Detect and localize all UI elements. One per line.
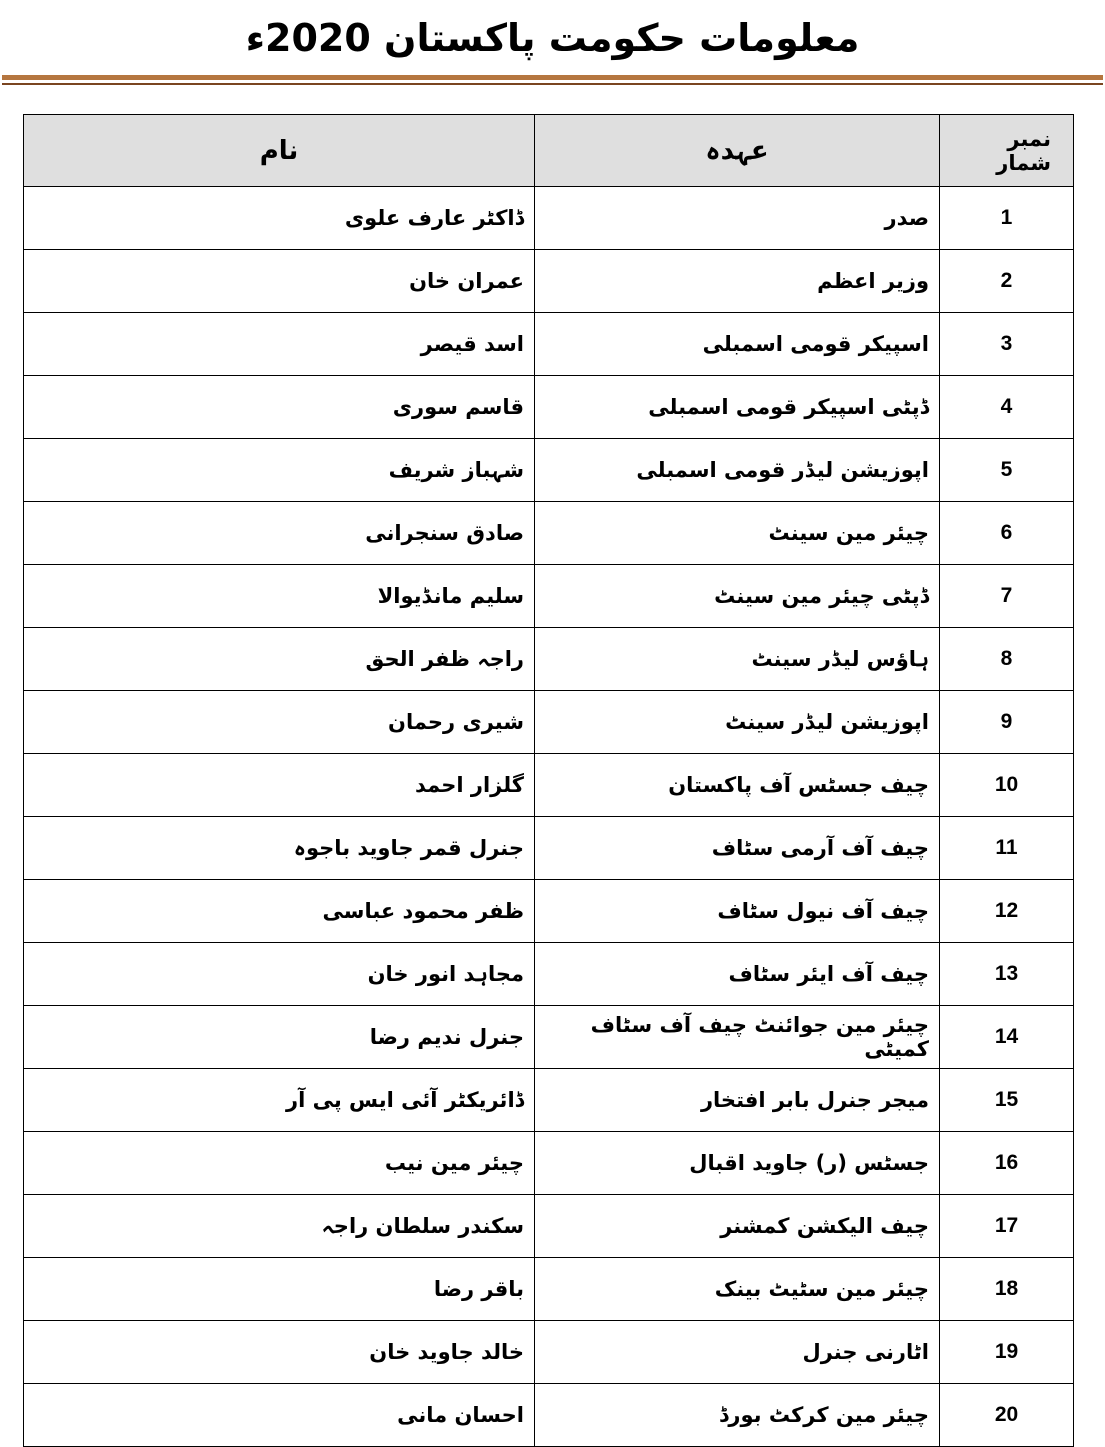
name-cell: شہباز شریف [24, 439, 535, 502]
serial-number-cell: 16 [940, 1132, 1074, 1195]
serial-number-cell: 17 [940, 1195, 1074, 1258]
office-cell: چیف الیکشن کمشنر [535, 1195, 940, 1258]
title-rule-top [2, 75, 1103, 80]
title-rule-bottom [2, 83, 1103, 85]
table-row [24, 754, 1074, 817]
office-cell: اسپیکر قومی اسمبلی [535, 313, 940, 376]
serial-number-cell: 10 [940, 754, 1074, 817]
table-row [24, 439, 1074, 502]
name-cell: ڈائریکٹر آئی ایس پی آر [24, 1069, 535, 1132]
serial-number-cell: 7 [940, 565, 1074, 628]
serial-number-cell: 15 [940, 1069, 1074, 1132]
office-cell: چیئر مین سٹیٹ بینک [535, 1258, 940, 1321]
page-title: معلومات حکومت پاکستان 2020ء [245, 16, 860, 60]
table-row [24, 376, 1074, 439]
serial-number-cell: 12 [940, 880, 1074, 943]
header-serial-number [940, 115, 1074, 187]
table-row [24, 565, 1074, 628]
serial-number-cell: 4 [940, 376, 1074, 439]
name-cell: ڈاکٹر عارف علوی [24, 187, 535, 250]
name-cell: سلیم مانڈیوالا [24, 565, 535, 628]
table-row [24, 880, 1074, 943]
serial-number-cell: 19 [940, 1321, 1074, 1384]
serial-number-cell: 13 [940, 943, 1074, 1006]
office-cell: جسٹس (ر) جاوید اقبال [535, 1132, 940, 1195]
name-cell: مجاہد انور خان [24, 943, 535, 1006]
office-cell: چیف جسٹس آف پاکستان [535, 754, 940, 817]
table-row [24, 628, 1074, 691]
table-row [24, 1132, 1074, 1195]
header-serial-line2: شمار [996, 150, 1051, 175]
serial-number-cell: 8 [940, 628, 1074, 691]
office-cell: میجر جنرل بابر افتخار [535, 1069, 940, 1132]
office-cell: اپوزیشن لیڈر قومی اسمبلی [535, 439, 940, 502]
office-cell: ڈپٹی چیئر مین سینٹ [535, 565, 940, 628]
serial-number-cell: 2 [940, 250, 1074, 313]
office-cell: چیئر مین سینٹ [535, 502, 940, 565]
office-cell: چیف آف نیول سٹاف [535, 880, 940, 943]
serial-number-cell: 1 [940, 187, 1074, 250]
office-cell: ڈپٹی اسپیکر قومی اسمبلی [535, 376, 940, 439]
name-cell: سکندر سلطان راجہ [24, 1195, 535, 1258]
office-cell: چیئر مین جوائنٹ چیف آف سٹاف کمیٹی [535, 1006, 940, 1069]
office-cell: اپوزیشن لیڈر سینٹ [535, 691, 940, 754]
table-header-row [24, 115, 1074, 187]
office-cell: وزیر اعظم [535, 250, 940, 313]
table-row [24, 313, 1074, 376]
table-row [24, 250, 1074, 313]
name-cell: باقر رضا [24, 1258, 535, 1321]
name-cell: جنرل قمر جاوید باجوہ [24, 817, 535, 880]
table-row [24, 1321, 1074, 1384]
office-cell: چیف آف آرمی سٹاف [535, 817, 940, 880]
name-cell: احسان مانی [24, 1384, 535, 1447]
name-cell: جنرل ندیم رضا [24, 1006, 535, 1069]
name-cell: عمران خان [24, 250, 535, 313]
table-row [24, 1195, 1074, 1258]
name-cell: راجہ ظفر الحق [24, 628, 535, 691]
table-row [24, 943, 1074, 1006]
name-cell: شیری رحمان [24, 691, 535, 754]
name-cell: اسد قیصر [24, 313, 535, 376]
name-cell: قاسم سوری [24, 376, 535, 439]
table-row [24, 1384, 1074, 1447]
office-cell: چیف آف ایئر سٹاف [535, 943, 940, 1006]
header-serial-line1: نمبر [1007, 126, 1051, 151]
header-office: عہدہ [535, 115, 940, 187]
serial-number-cell: 5 [940, 439, 1074, 502]
office-cell: اٹارنی جنرل [535, 1321, 940, 1384]
serial-number-cell: 6 [940, 502, 1074, 565]
table-row [24, 817, 1074, 880]
serial-number-cell: 11 [940, 817, 1074, 880]
table-row [24, 691, 1074, 754]
officials-table [23, 114, 1074, 1447]
name-cell: ظفر محمود عباسی [24, 880, 535, 943]
name-cell: گلزار احمد [24, 754, 535, 817]
serial-number-cell: 14 [940, 1006, 1074, 1069]
serial-number-cell: 18 [940, 1258, 1074, 1321]
header-name: نام [24, 115, 535, 187]
serial-number-cell: 3 [940, 313, 1074, 376]
office-cell: چیئر مین کرکٹ بورڈ [535, 1384, 940, 1447]
serial-number-cell: 20 [940, 1384, 1074, 1447]
name-cell: خالد جاوید خان [24, 1321, 535, 1384]
serial-number-cell: 9 [940, 691, 1074, 754]
table-row [24, 502, 1074, 565]
office-cell: صدر [535, 187, 940, 250]
table-row [24, 1258, 1074, 1321]
table-row [24, 1006, 1074, 1069]
name-cell: صادق سنجرانی [24, 502, 535, 565]
table-row [24, 1069, 1074, 1132]
name-cell: چیئر مین نیب [24, 1132, 535, 1195]
office-cell: ہاؤس لیڈر سینٹ [535, 628, 940, 691]
table-row [24, 187, 1074, 250]
